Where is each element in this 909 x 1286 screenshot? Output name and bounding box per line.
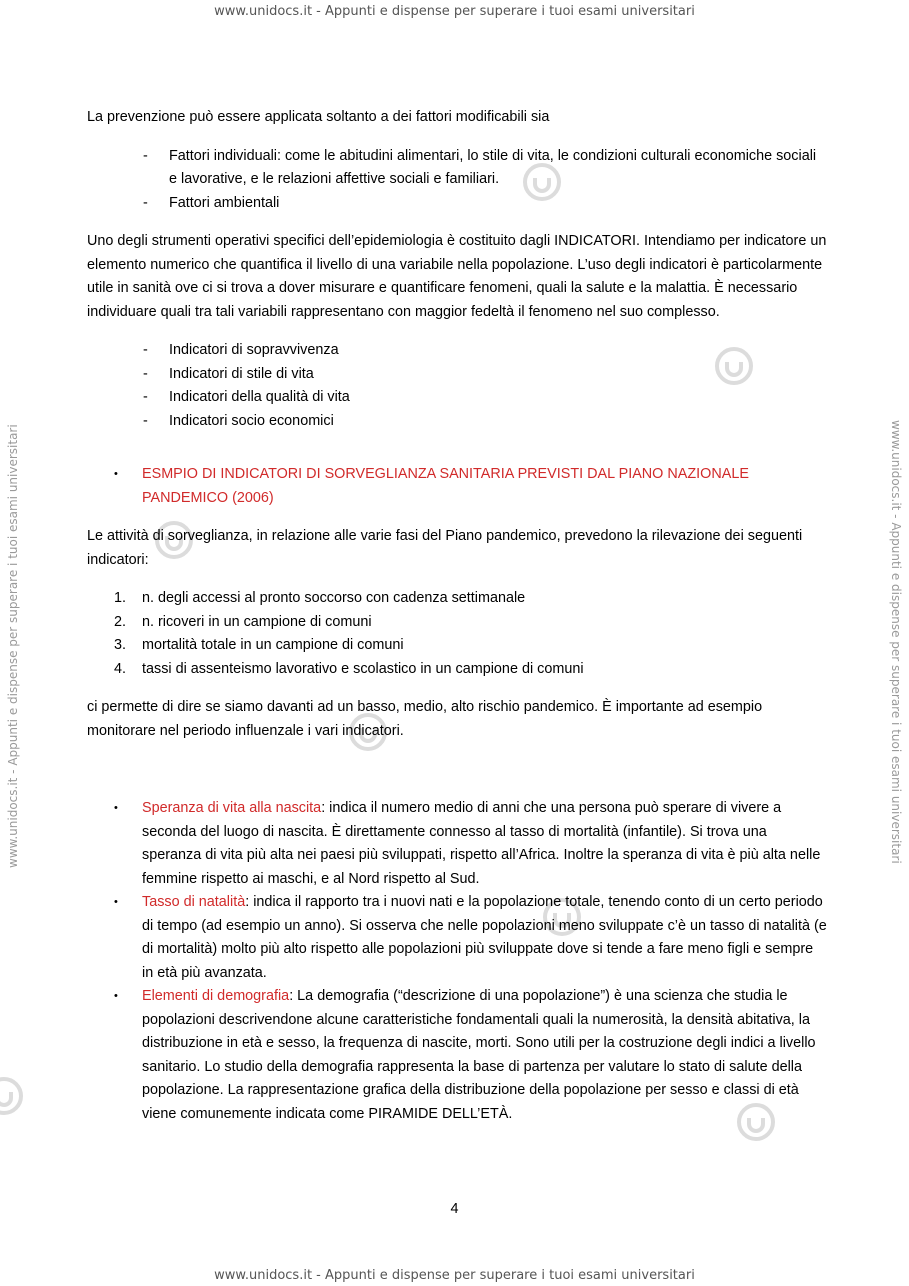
example-heading-list [87, 463, 827, 510]
indicators-paragraph: Uno degli strumenti operativi specifici dell’epidemiologia è costituito dagli INDICATORI. Intendiamo per indicatore un elemento numerico che quantifica il livello di una variabile nella popolazione. L’uso degli indicatori è particolarmente utile in sanità ove ci si trova a dover misurare e quantificare fenomeni, quali la salute e la malattia. È necessario individuare quali tra tali variabili rappresentano con maggior fedeltà il fenomeno nel suo complesso. [87, 233, 827, 320]
definition-term: Elementi di demografia [142, 988, 290, 1004]
definition-item: • Speranza di vita alla nascita: indica il numero medio di anni che una persona può sperare di vivere a seconda del luogo di nascita. È direttamente connesso al tasso di mortalità (infantile). Si trova una speranza di vita più alta nei paesi più sviluppati, rispetto all’Africa. Inoltre la speranza di vita è più alta nelle femmine rispetto ai maschi, e al Nord rispetto al Sud. [114, 800, 821, 887]
right-side-watermark: www.unidocs.it - Appunti e dispense per superare i tuoi esami universitari [889, 420, 903, 864]
definition-term: Speranza di vita alla nascita [142, 800, 322, 816]
left-side-watermark: www.unidocs.it - Appunti e dispense per superare i tuoi esami universitari [6, 424, 20, 868]
definition-item: • Elementi di demografia: La demografia (“descrizione di una popolazione”) è una scienza che studia le popolazioni descrivendone alcune caratteristiche fondamentali quali la numerosità, la densità abitativa, la distribuzione in età e sesso, la frequenza di nascite, morti. Sono utili per la costruzione degli indici a livello sanitario. Lo studio della demografia rappresenta la base di partenza per valutare lo stato di salute della popolazione. La rappresentazione grafica della distribuzione della popolazione per sesso e classi di età viene comunemente indicata come PIRAMIDE DELL’ETÀ. [114, 988, 816, 1122]
footer-watermark: www.unidocs.it - Appunti e dispense per superare i tuoi esami universitari [214, 1268, 695, 1283]
list-item: - Fattori ambientali [143, 194, 280, 211]
intro-paragraph: La prevenzione può essere applicata soltanto a dei fattori modificabili sia [87, 109, 550, 125]
surveillance-paragraph: Le attività di sorveglianza, in relazione alle varie fasi del Piano pandemico, prevedono la rilevazione dei seguenti indicatori: [87, 528, 803, 568]
definition-term: Tasso di natalità [142, 894, 246, 910]
header-watermark: www.unidocs.it - Appunti e dispense per superare i tuoi esami universitari [214, 4, 695, 19]
list-item: - Indicatori di sopravvivenza [143, 342, 339, 358]
list-item: - Fattori individuali: come le abitudini alimentari, lo stile di vita, le condizioni culturali economiche sociali e lavorative, e le relazioni affettive sociali e familiari. [143, 147, 817, 187]
unidocs-logo-icon [0, 1074, 26, 1118]
factors-list [87, 145, 827, 216]
definitions-list [87, 797, 827, 1126]
list-item: 3. mortalità totale in un campione di comuni [114, 637, 404, 653]
example-heading: • ESMPIO DI INDICATORI DI SORVEGLIANZA SANITARIA PREVISTI DAL PIANO NAZIONALE PANDEMICO (2006) [114, 466, 749, 506]
indicators-list [87, 339, 827, 433]
risk-paragraph: ci permette di dire se siamo davanti ad un basso, medio, alto rischio pandemico. È importante ad esempio monitorare nel periodo influenzale i vari indicatori. [87, 699, 763, 739]
list-item: 2. n. ricoveri in un campione di comuni [114, 613, 372, 630]
list-item: - Indicatori socio economici [143, 412, 334, 429]
surveillance-indicators-list [87, 587, 827, 681]
list-item: - Indicatori di stile di vita [143, 365, 314, 382]
document-body [87, 106, 827, 1126]
list-item: 1. n. degli accessi al pronto soccorso con cadenza settimanale [114, 590, 526, 606]
list-item: - Indicatori della qualità di vita [143, 389, 350, 405]
list-item: 4. tassi di assenteismo lavorativo e scolastico in un campione di comuni [114, 660, 584, 677]
page-number: 4 [450, 1201, 459, 1217]
definition-item: • Tasso di natalità: indica il rapporto tra i nuovi nati e la popolazione totale, tenendo conto di un certo periodo di tempo (ad esempio un anno). Si osserva che nelle popolazioni meno sviluppate c’è un tasso di natalità (e di mortalità) molto più alto rispetto alle popolazioni più sviluppate dove si tende a fare meno figli e sempre in età più avanzata. [114, 894, 827, 981]
